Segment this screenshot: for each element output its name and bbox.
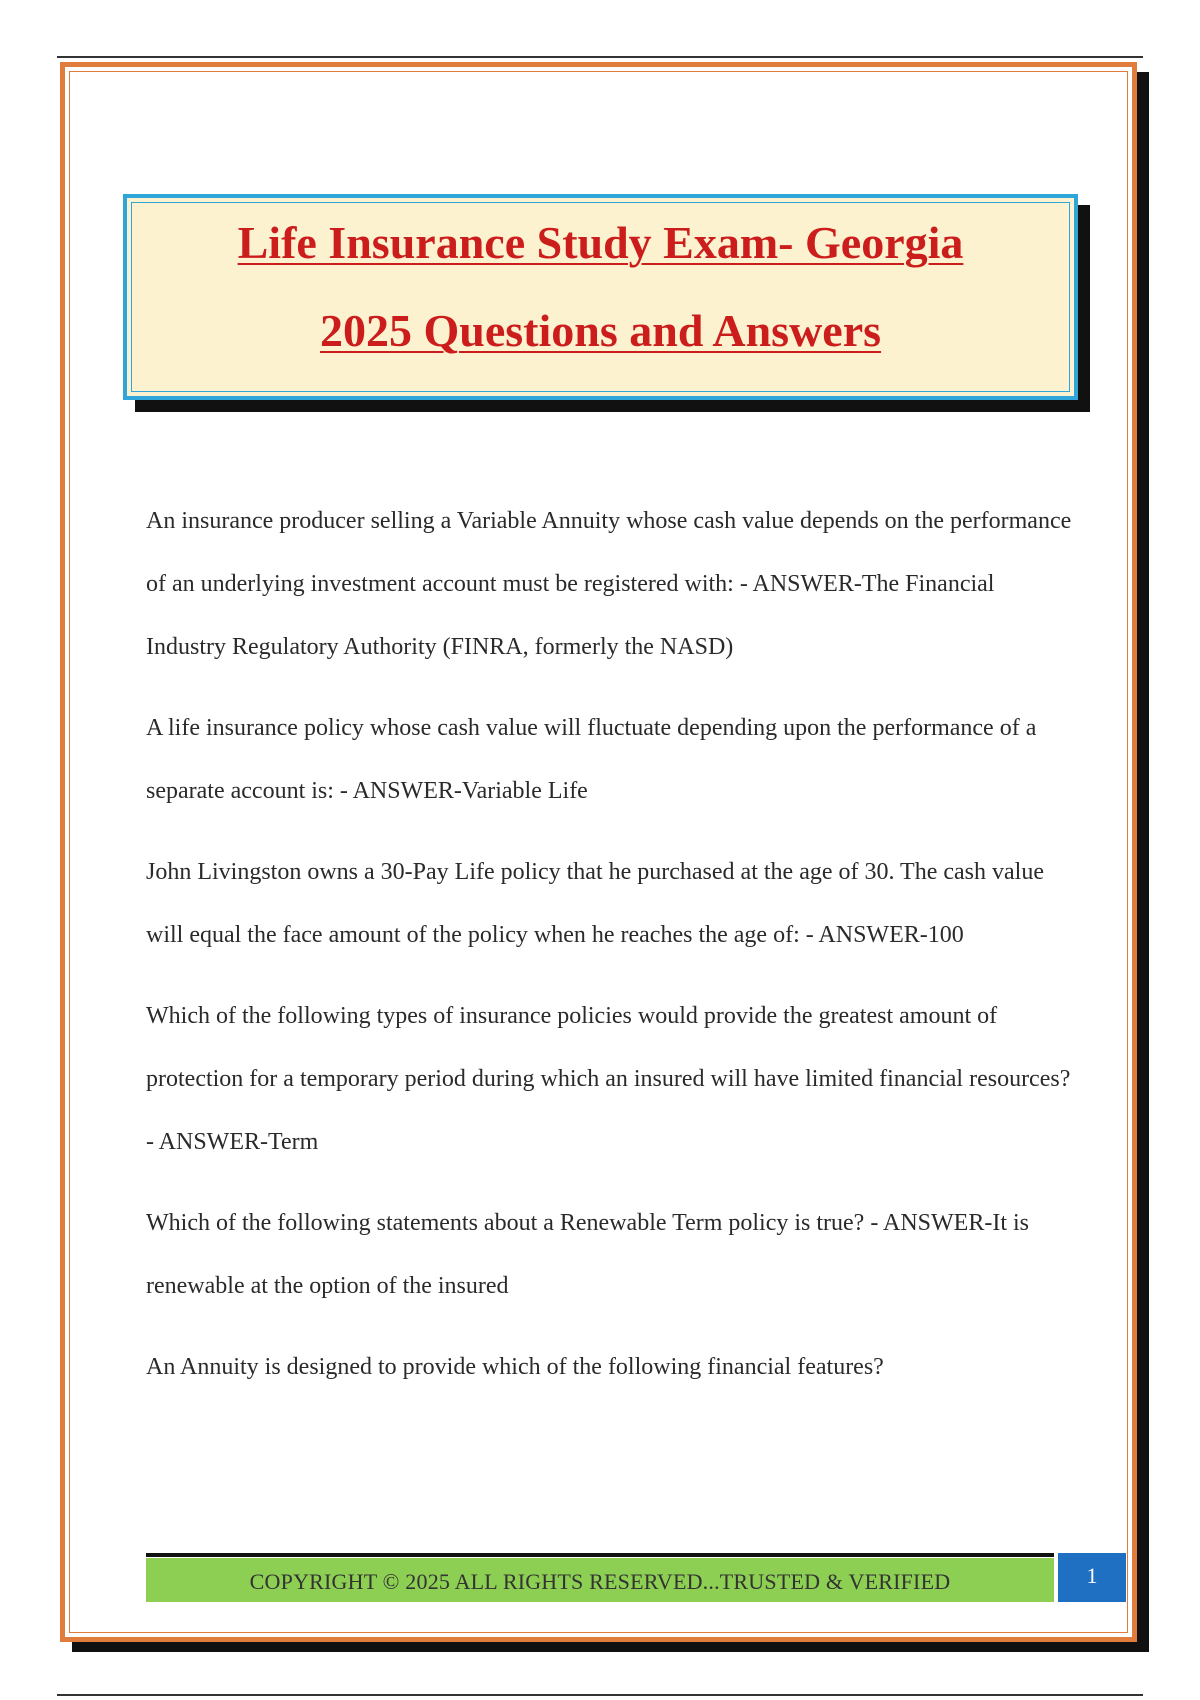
qa-content — [146, 490, 1076, 1417]
title-box — [123, 194, 1078, 400]
footer-rule — [146, 1553, 1054, 1557]
qa-entry: A life insurance policy whose cash value will fluctuate depending upon the performance of a separate account is: - ANSWER-Variable Life — [146, 715, 1037, 804]
qa-entry: Which of the following statements about a Renewable Term policy is true? - ANSWER-It is renewable at the option of the insured — [146, 1210, 1029, 1299]
qa-entry: An insurance producer selling a Variable Annuity whose cash value depends on the performance of an underlying investment account must be registered with: - ANSWER-The Financial Industry Regulatory Authority (FINRA, formerly the NASD) — [146, 508, 1072, 660]
document-title-line-1: Life Insurance Study Exam- Georgia — [237, 217, 964, 268]
qa-entry: Which of the following types of insurance policies would provide the greatest amount of protection for a temporary period during which an insured will have limited financial resources? - ANSWER-Term — [146, 1003, 1071, 1155]
top-rule — [57, 56, 1143, 58]
footer-copyright: COPYRIGHT © 2025 ALL RIGHTS RESERVED...TRUSTED & VERIFIED — [146, 1558, 1054, 1602]
document-title-line-2: 2025 Questions and Answers — [319, 305, 882, 356]
qa-entry: An Annuity is designed to provide which of the following financial features? — [146, 1354, 884, 1380]
qa-entry: John Livingston owns a 30-Pay Life policy that he purchased at the age of 30. The cash value will equal the face amount of the policy when he reaches the age of: - ANSWER-100 — [146, 859, 1044, 948]
bottom-rule — [57, 1694, 1143, 1696]
page-number-badge: 1 — [1058, 1553, 1126, 1602]
